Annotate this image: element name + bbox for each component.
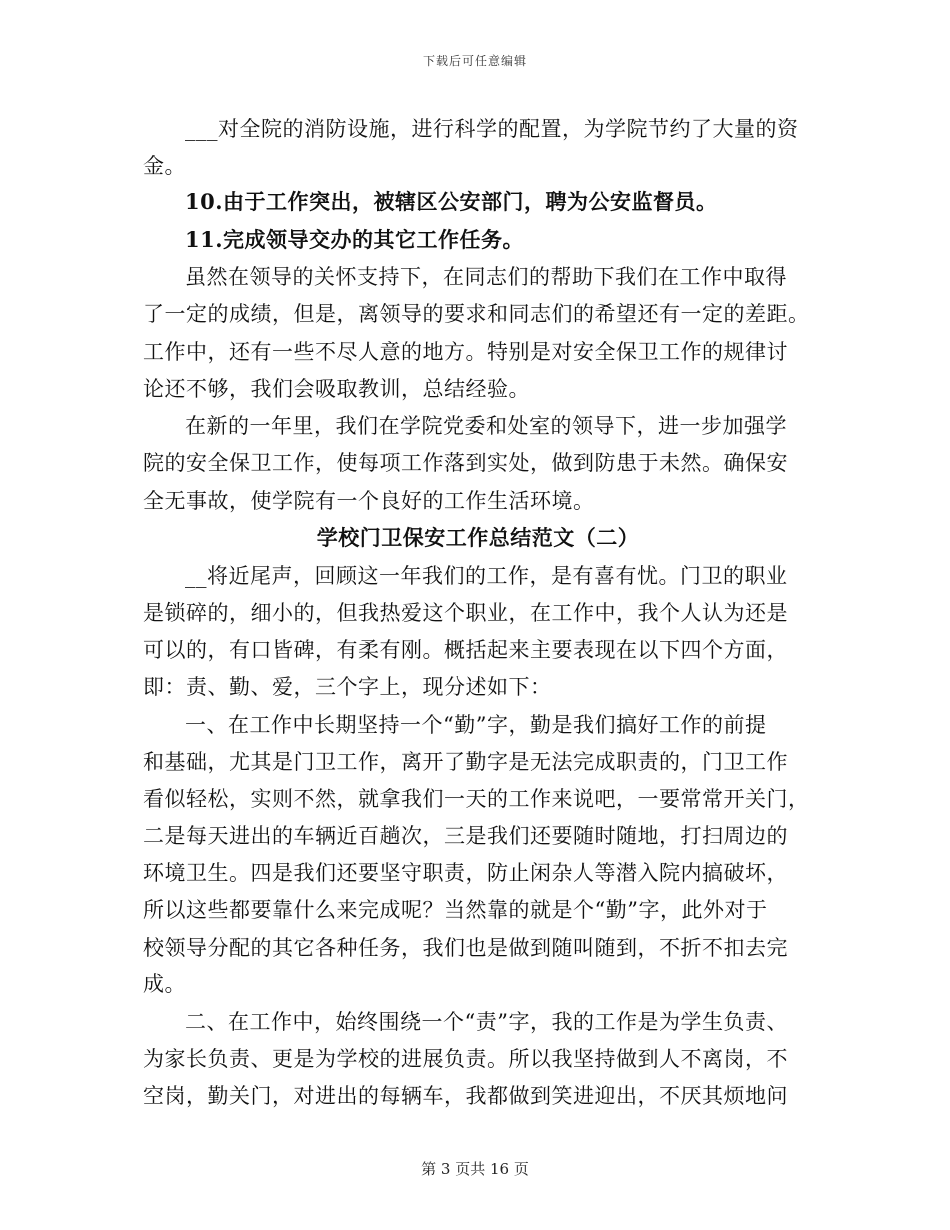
paragraph-line: 即：责、勤、爱，三个字上，现分述如下： [143, 675, 552, 699]
section-heading: 学校门卫保安工作总结范文（二） [316, 525, 640, 550]
paragraph-line: 可以的，有口皆碑，有柔有刚。概括起来主要表现在以下四个方面， [143, 638, 788, 662]
paragraph-line: 金。 [143, 154, 186, 178]
paragraph-line: 环境卫生。四是我们还要坚守职责，防止闲杂人等潜入院内搞破坏， [143, 861, 788, 885]
paragraph-line: 全无事故，使学院有一个良好的工作生活环境。 [143, 489, 595, 513]
paragraph-line: 二是每天进出的车辆近百趟次，三是我们还要随时随地，打扫周边的 [143, 824, 788, 848]
paragraph-line: ___对全院的消防设施，进行科学的配置，为学院节约了大量的资 [185, 117, 799, 141]
paragraph-line: __将近尾声，回顾这一年我们的工作，是有喜有忧。门卫的职业 [185, 564, 788, 588]
paragraph-line: 是锁碎的，细小的，但我热爱这个职业，在工作中，我个人认为还是 [143, 601, 788, 625]
paragraph-line: 校领导分配的其它各种任务，我们也是做到随叫随到，不折不扣去完 [143, 936, 788, 960]
paragraph-line: 二、在工作中，始终围绕一个“责”字，我的工作是为学生负责、 [185, 1010, 788, 1034]
paragraph-line: 成。 [143, 972, 186, 996]
list-item: 11.完成领导交办的其它工作任务。 [185, 227, 525, 252]
paragraph-line: 为家长负责、更是为学校的进展负责。所以我坚持做到人不离岗，不 [143, 1047, 788, 1071]
list-item: 10.由于工作突出，被辖区公安部门，聘为公安监督员。 [185, 189, 718, 214]
paragraph-line: 工作中，还有一些不尽人意的地方。特别是对安全保卫工作的规律讨 [143, 340, 788, 364]
paragraph-line: 了一定的成绩，但是，离领导的要求和同志们的希望还有一定的差距。 [143, 302, 810, 326]
paragraph-line: 院的安全保卫工作，使每项工作落到实处，做到防患于未然。确保安 [143, 451, 788, 475]
paragraph-line: 在新的一年里，我们在学院党委和处室的领导下，进一步加强学 [185, 414, 787, 438]
paragraph-line: 看似轻松，实则不然，就拿我们一天的工作来说吧，一要常常开关门， [143, 787, 810, 811]
paragraph-line: 虽然在领导的关怀支持下，在同志们的帮助下我们在工作中取得 [185, 265, 787, 289]
page-header: 下载后可任意编辑 [422, 54, 527, 68]
page-footer: 第 3 页共 16 页 [421, 1160, 529, 1178]
paragraph-line: 论还不够，我们会吸取教训，总结经验。 [143, 377, 530, 401]
paragraph-line: 空岗，勤关门，对进出的每辆车，我都做到笑进迎出，不厌其烦地问 [143, 1084, 788, 1108]
paragraph-line: 所以这些都要靠什么来完成呢？当然靠的就是个“勤”字，此外对于 [143, 898, 768, 922]
paragraph-line: 一、在工作中长期坚持一个“勤”字，勤是我们搞好工作的前提 [185, 713, 767, 737]
paragraph-line: 和基础，尤其是门卫工作，离开了勤字是无法完成职责的，门卫工作 [143, 750, 788, 774]
